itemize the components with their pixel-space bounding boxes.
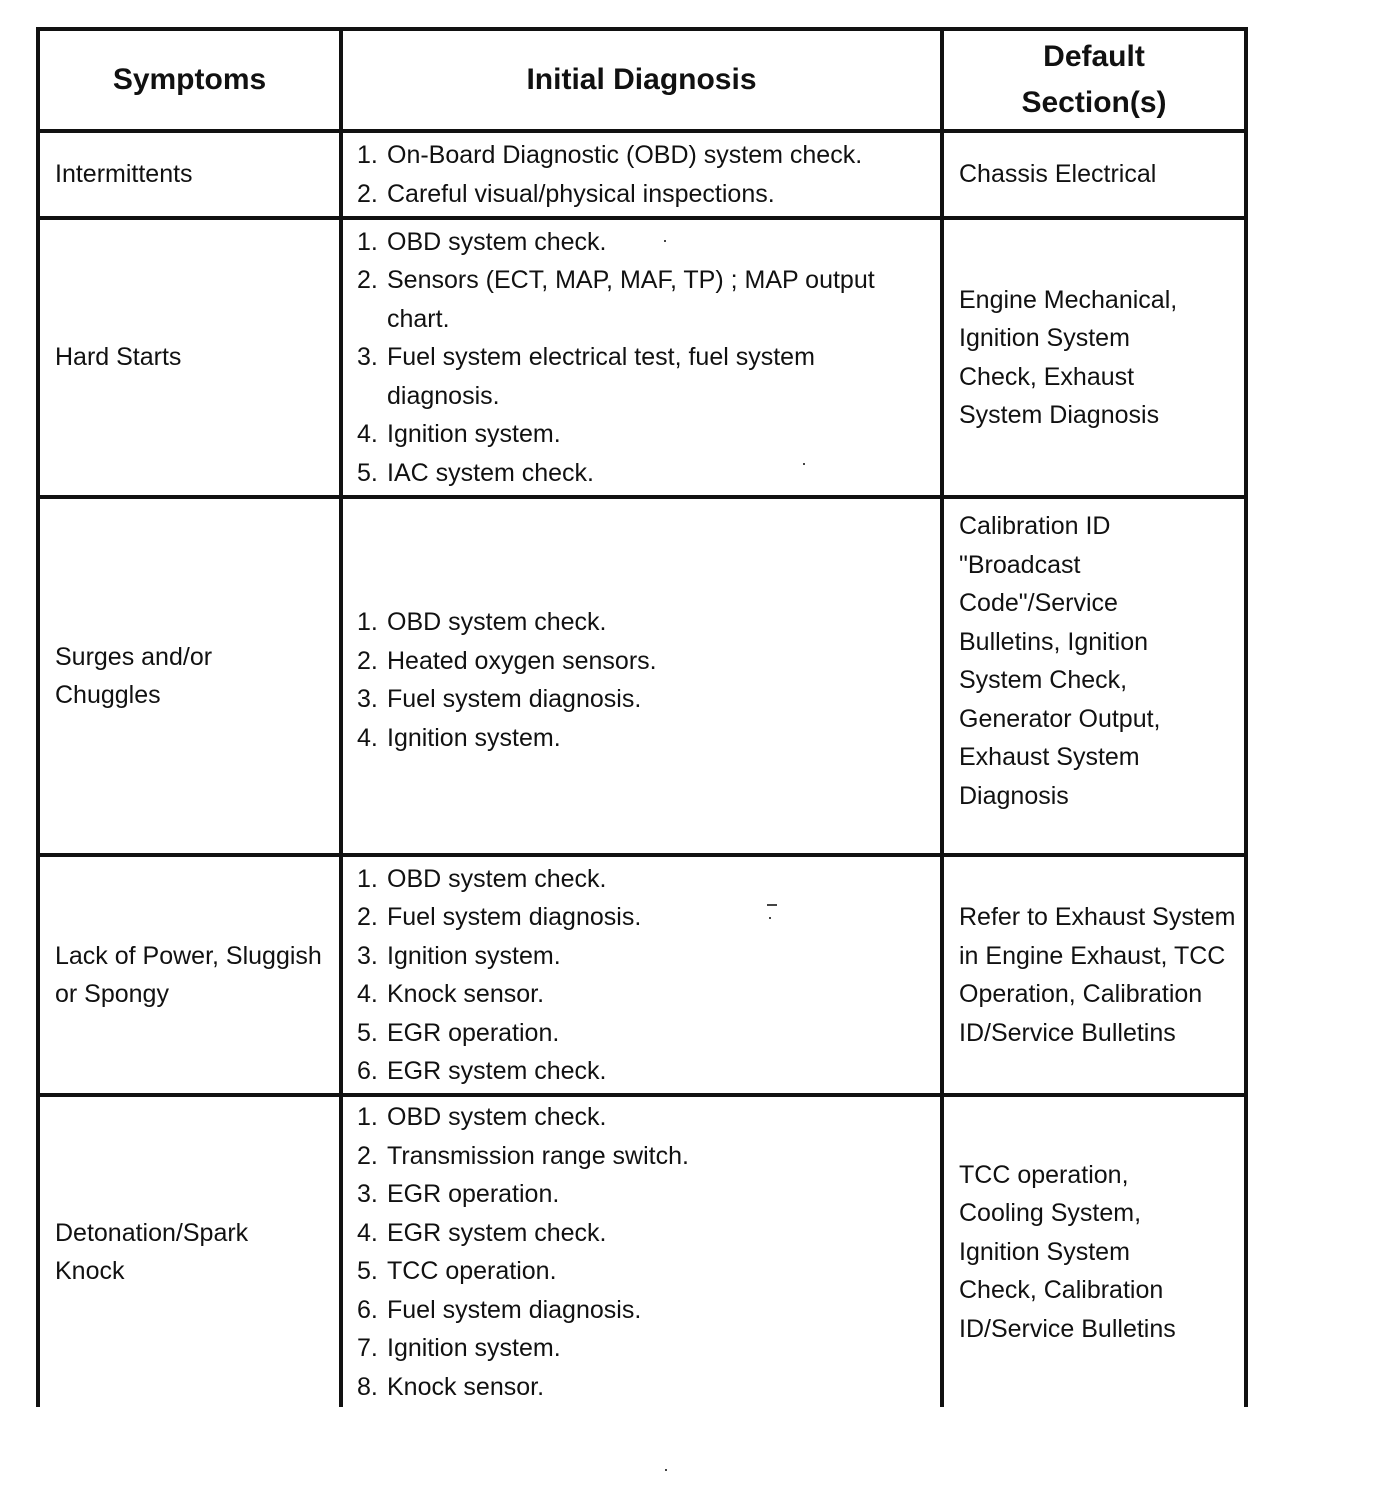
default-section-text: Engine Mechanical, Ignition System Check, Exhaust System Diagnosis	[959, 285, 1178, 429]
header-initial-diagnosis	[341, 29, 942, 131]
item-number: 5.	[357, 1018, 378, 1047]
item-number: 3.	[357, 1180, 378, 1208]
symptom-cell	[38, 855, 341, 1095]
item-text: Knock sensor.	[387, 980, 545, 1008]
symptom-cell	[38, 1095, 341, 1407]
item-number: 3.	[357, 685, 378, 713]
item-number: 2.	[357, 266, 378, 295]
header-initial-diagnosis-label: Initial Diagnosis	[526, 63, 757, 96]
item-number: 4.	[357, 420, 378, 449]
default-section-text: TCC operation, Cooling System, Ignition System Check, Calibration ID/Service Bulletins	[959, 1160, 1176, 1343]
table-row	[38, 1095, 1246, 1407]
header-row	[38, 29, 1246, 131]
item-number: 5.	[357, 458, 378, 487]
item-text: Fuel system diagnosis.	[387, 903, 642, 931]
item-number: 4.	[357, 1218, 378, 1247]
item-number: 2.	[357, 646, 378, 675]
diagnosis-cell	[341, 131, 942, 218]
list-item	[357, 261, 880, 338]
list-item	[357, 680, 940, 719]
symptom-cell	[38, 218, 341, 497]
diagnosis-list	[343, 860, 940, 1091]
diagnosis-list	[343, 603, 940, 757]
item-text: Ignition system.	[387, 420, 561, 449]
item-text: Careful visual/physical inspections.	[387, 179, 775, 208]
diagnosis-list	[343, 136, 940, 213]
list-item	[357, 1291, 940, 1330]
default-section-cell	[942, 1095, 1246, 1407]
list-item	[357, 454, 880, 493]
item-text: TCC operation.	[387, 1257, 557, 1285]
default-section-cell	[942, 131, 1246, 218]
item-text: Fuel system diagnosis.	[387, 1295, 642, 1324]
list-item	[357, 1014, 940, 1053]
default-section-cell	[942, 218, 1246, 497]
item-number: 5.	[357, 1257, 378, 1285]
item-text: OBD system check.	[387, 1103, 607, 1131]
item-number: 1.	[357, 864, 378, 893]
item-text: Knock sensor.	[387, 1372, 545, 1401]
list-item	[357, 1214, 940, 1253]
list-item	[357, 1175, 940, 1214]
header-symptoms-label: Symptoms	[112, 63, 267, 96]
list-item	[357, 1137, 940, 1176]
item-text: Heated oxygen sensors.	[387, 646, 657, 675]
symptom-text: Intermittents	[55, 160, 193, 189]
default-section-text: Calibration ID "Broadcast Code"/Service Bulletins, Ignition System Check, Generator Output, Exhaust System Diagnosis	[959, 512, 1161, 810]
scan-speck	[769, 917, 771, 919]
item-text: Ignition system.	[387, 941, 561, 970]
list-item	[357, 338, 880, 415]
item-text: OBD system check.	[387, 227, 607, 256]
list-item	[357, 223, 880, 262]
scan-speck	[664, 240, 666, 242]
header-default-sections	[942, 29, 1246, 131]
symptom-text: Lack of Power, Sluggish or Spongy	[55, 941, 322, 1008]
header-symptoms	[38, 29, 341, 131]
item-text: OBD system check.	[387, 864, 607, 893]
item-number: 7.	[357, 1334, 378, 1362]
item-number: 4.	[357, 980, 378, 1008]
symptom-diagnosis-table	[36, 27, 1248, 1407]
item-number: 3.	[357, 343, 378, 372]
item-text: EGR system check.	[387, 1057, 607, 1085]
list-item	[357, 415, 880, 454]
item-text: Fuel system diagnosis.	[387, 685, 642, 713]
item-number: 6.	[357, 1057, 378, 1085]
diagnosis-cell	[341, 218, 942, 497]
default-section-text: Refer to Exhaust System in Engine Exhaust, TCC Operation, Calibration ID/Service Bulletins	[959, 903, 1236, 1047]
item-number: 1.	[357, 608, 378, 636]
list-item	[357, 1368, 940, 1407]
symptom-text: Surges and/or Chuggles	[55, 642, 213, 709]
list-item	[357, 642, 940, 681]
item-text: EGR operation.	[387, 1018, 560, 1047]
list-item	[357, 975, 940, 1014]
item-text: Sensors (ECT, MAP, MAF, TP) ; MAP output chart.	[387, 266, 875, 333]
list-item	[357, 937, 940, 976]
item-number: 1.	[357, 1103, 378, 1131]
item-number: 8.	[357, 1372, 378, 1401]
item-number: 2.	[357, 903, 378, 931]
item-text: Ignition system.	[387, 723, 561, 752]
table-row	[38, 218, 1246, 497]
item-text: On-Board Diagnostic (OBD) system check.	[387, 141, 863, 169]
diagnosis-list	[343, 1098, 940, 1406]
list-item	[357, 860, 940, 899]
diagnosis-list	[343, 223, 940, 493]
list-item	[357, 136, 940, 175]
item-text: Transmission range switch.	[387, 1141, 689, 1170]
table-row	[38, 855, 1246, 1095]
item-number: 1.	[357, 141, 378, 169]
symptom-cell	[38, 131, 341, 218]
item-number: 3.	[357, 941, 378, 970]
item-text: EGR system check.	[387, 1218, 607, 1247]
diagnosis-table-container	[36, 27, 1244, 1405]
scan-speck	[803, 463, 805, 465]
diagnosis-cell	[341, 1095, 942, 1407]
diagnosis-cell	[341, 855, 942, 1095]
list-item	[357, 1252, 940, 1291]
item-text: Fuel system electrical test, fuel system diagnosis.	[387, 343, 815, 410]
item-text: IAC system check.	[387, 458, 594, 487]
list-item	[357, 719, 940, 758]
item-number: 2.	[357, 1141, 378, 1170]
item-text: EGR operation.	[387, 1180, 560, 1208]
symptom-cell	[38, 497, 341, 855]
item-text: OBD system check.	[387, 608, 607, 636]
table-row	[38, 131, 1246, 218]
list-item	[357, 1329, 940, 1368]
list-item	[357, 1098, 940, 1137]
list-item	[357, 175, 940, 214]
diagnosis-cell	[341, 497, 942, 855]
item-number: 4.	[357, 723, 378, 752]
table-row	[38, 497, 1246, 855]
item-text: Ignition system.	[387, 1334, 561, 1362]
symptom-text: Hard Starts	[55, 343, 182, 372]
item-number: 1.	[357, 227, 378, 256]
scan-speck	[767, 904, 777, 906]
list-item	[357, 898, 940, 937]
item-number: 2.	[357, 179, 378, 208]
default-section-cell	[942, 497, 1246, 855]
default-section-text: Chassis Electrical	[959, 160, 1157, 189]
item-number: 6.	[357, 1295, 378, 1324]
header-default-sections-label: Default Section(s)	[1021, 40, 1167, 119]
default-section-cell	[942, 855, 1246, 1095]
list-item	[357, 603, 940, 642]
symptom-text: Detonation/Spark Knock	[55, 1218, 249, 1285]
scan-speck	[665, 1469, 667, 1471]
list-item	[357, 1052, 940, 1091]
